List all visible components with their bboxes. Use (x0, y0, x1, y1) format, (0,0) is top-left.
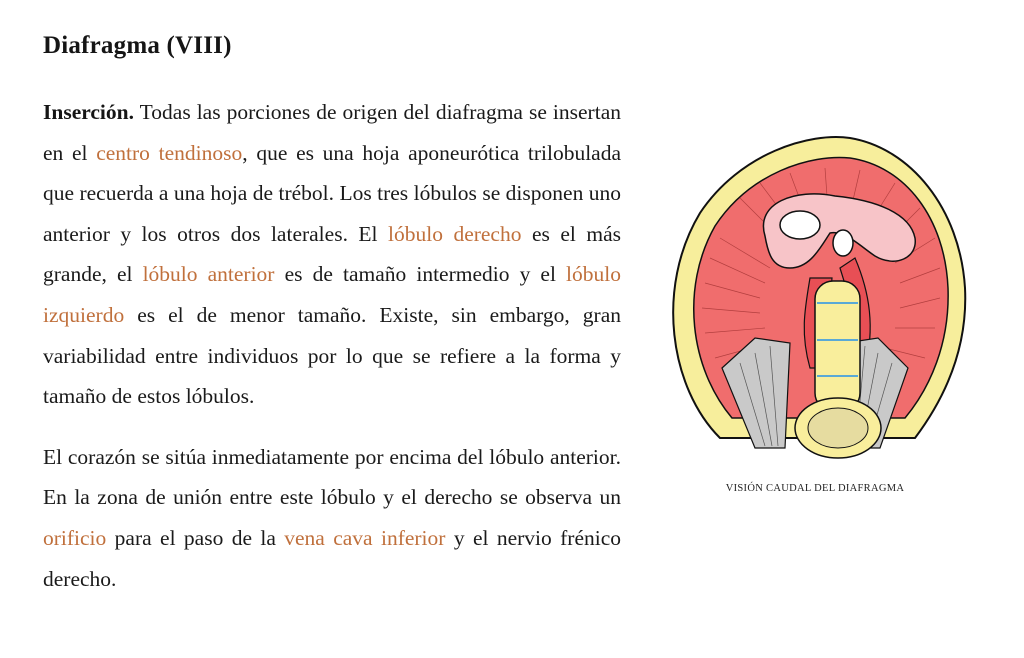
term-lobulo-anterior: lóbulo anterior (142, 262, 275, 287)
text-run: es el de menor tamaño. Existe, sin embargo, gran variabilidad entre individuos por lo que se refiere a la forma y tamaño de estos lóbulos. (43, 302, 621, 409)
term-centro-tendinoso: centro tendinoso (96, 140, 243, 165)
text-run: es de tamaño intermedio y el (274, 262, 567, 287)
text-run: El corazón se sitúa inmediatamente por encima del lóbulo anterior. En la zona de unión entre este lóbulo y el derecho se observa un (43, 444, 621, 510)
body-text (43, 92, 621, 599)
term-lobulo-derecho: lóbulo derecho (388, 221, 522, 246)
term-vena-cava-inferior: vena cava inferior (284, 525, 446, 550)
term-orificio: orificio (43, 525, 107, 550)
text-run: para el paso de la (106, 525, 285, 550)
text-run: y el nervio frénico derecho. (43, 525, 622, 591)
paragraph-insercion (43, 92, 621, 417)
term-lobulo-izquierdo: lóbulo izquierdo (43, 262, 621, 327)
figure-caption: VISIÓN CAUDAL DEL DIAFRAGMA (725, 483, 905, 494)
lead-term: Inserción. (43, 100, 134, 124)
diaphragm-illustration (660, 118, 970, 468)
diaphragm-drawing (660, 118, 970, 468)
text-run: Todas las porciones de origen del diafragma se insertan en el (43, 100, 621, 165)
vertebral-column (815, 281, 860, 411)
text-run: , que es una hoja aponeurótica trilobulada que recuerda a una hoja de trébol. Los tres lóbulos se disponen uno anterior y los otros dos laterales. El (43, 140, 622, 246)
paragraph-corazon (43, 437, 621, 599)
text-run: es el más grande, el (43, 221, 621, 287)
esophageal-hiatus (833, 230, 853, 256)
page-title: Diafragma (VIII) (43, 32, 232, 59)
vena-cava-foramen (780, 211, 820, 239)
vertebral-body-cancellous (808, 408, 868, 448)
